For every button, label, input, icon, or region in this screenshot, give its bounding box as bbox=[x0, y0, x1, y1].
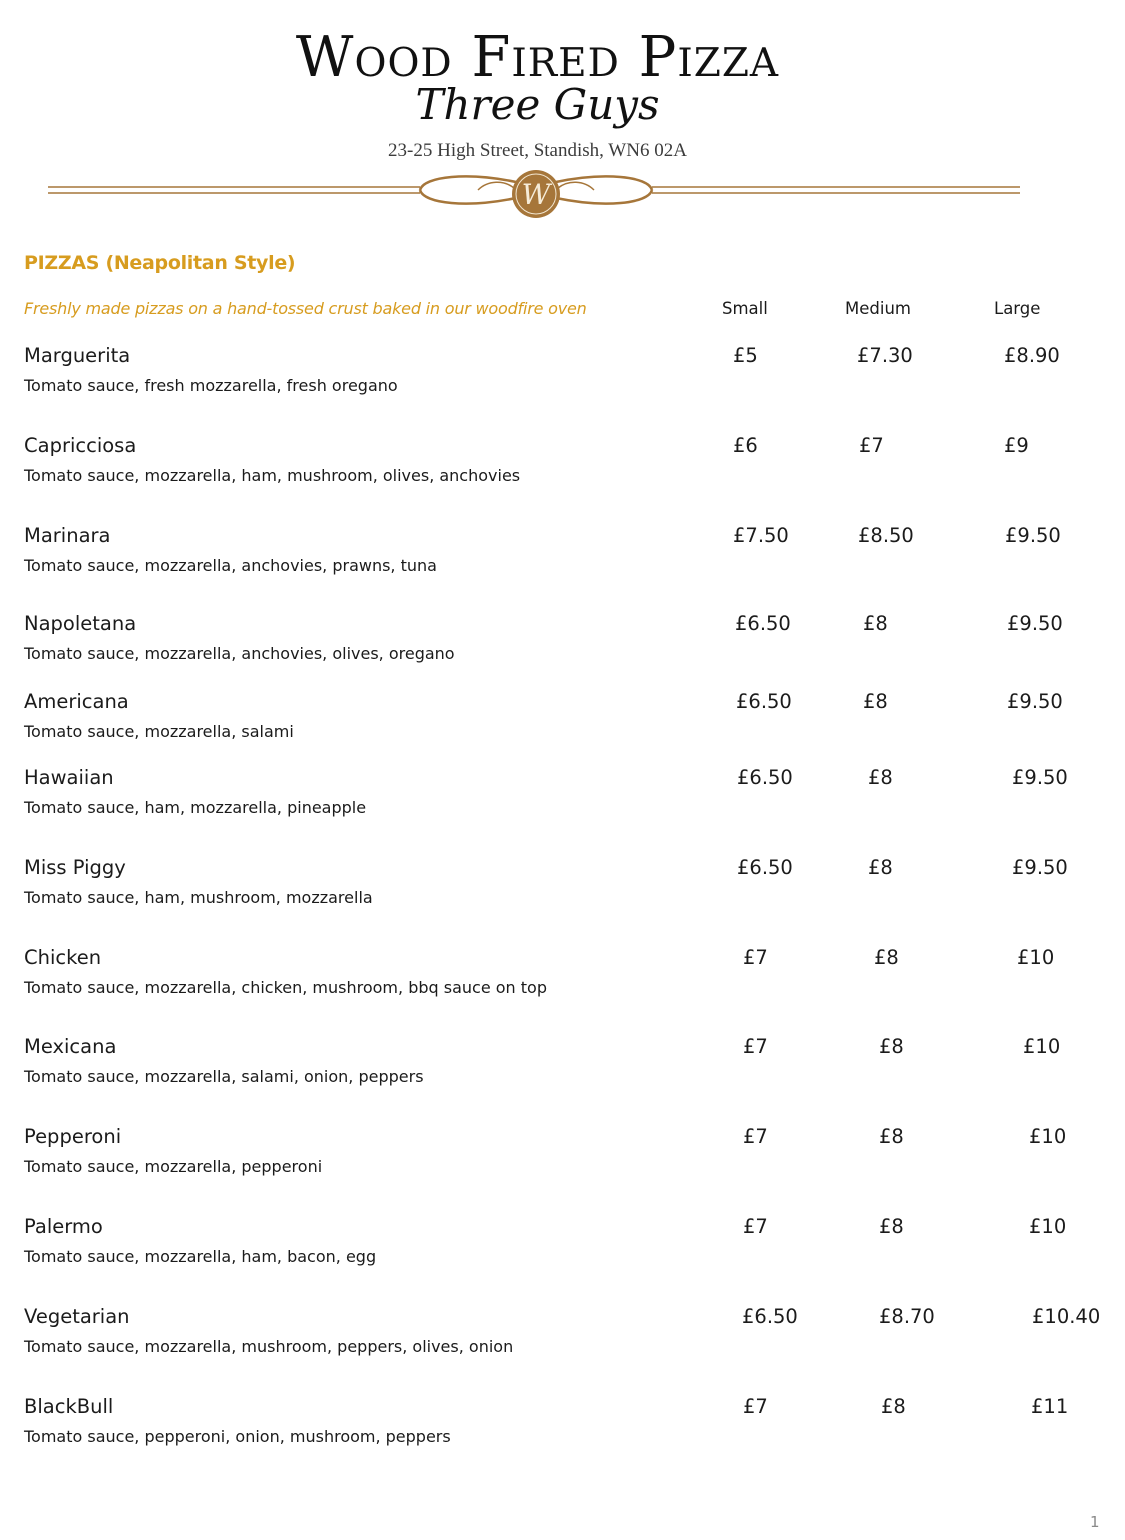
menu-item bbox=[0, 1395, 1125, 1455]
price-medium: £8 bbox=[863, 612, 888, 635]
item-name: Vegetarian bbox=[24, 1305, 130, 1328]
price-large: £10.40 bbox=[1032, 1305, 1101, 1328]
price-large: £9 bbox=[1004, 434, 1029, 457]
item-description: Tomato sauce, mozzarella, pepperoni bbox=[24, 1157, 323, 1176]
section-title: PIZZAS (Neapolitan Style) bbox=[24, 252, 296, 274]
price-medium: £7.30 bbox=[857, 344, 913, 367]
menu-item bbox=[0, 344, 1125, 404]
price-large: £9.50 bbox=[1005, 524, 1061, 547]
ornamental-divider bbox=[48, 168, 1024, 224]
item-name: Pepperoni bbox=[24, 1125, 122, 1148]
price-large: £8.90 bbox=[1004, 344, 1060, 367]
item-name: Palermo bbox=[24, 1215, 103, 1238]
item-description: Tomato sauce, mozzarella, salami, onion, peppers bbox=[24, 1067, 424, 1086]
price-small: £6.50 bbox=[737, 766, 793, 789]
menu-item bbox=[0, 434, 1125, 494]
item-name: Marguerita bbox=[24, 344, 131, 367]
price-small: £6.50 bbox=[735, 612, 791, 635]
price-medium: £8.70 bbox=[879, 1305, 935, 1328]
price-small: £7 bbox=[743, 1395, 768, 1418]
price-small: £7 bbox=[743, 1035, 768, 1058]
restaurant-title: Wood Fired Pizza bbox=[295, 25, 780, 90]
price-small: £7 bbox=[743, 946, 768, 969]
price-medium: £8.50 bbox=[858, 524, 914, 547]
price-medium: £8 bbox=[874, 946, 899, 969]
item-description: Tomato sauce, fresh mozzarella, fresh oregano bbox=[24, 376, 398, 395]
item-description: Tomato sauce, mozzarella, salami bbox=[24, 722, 294, 741]
emblem-letter: W bbox=[521, 178, 551, 211]
size-header-medium: Medium bbox=[845, 299, 911, 318]
price-medium: £8 bbox=[879, 1125, 904, 1148]
price-small: £6.50 bbox=[737, 856, 793, 879]
price-large: £10 bbox=[1029, 1215, 1067, 1238]
price-large: £10 bbox=[1029, 1125, 1067, 1148]
price-large: £10 bbox=[1017, 946, 1055, 969]
price-medium: £7 bbox=[859, 434, 884, 457]
price-small: £6 bbox=[733, 434, 758, 457]
price-small: £7.50 bbox=[733, 524, 789, 547]
item-name: Marinara bbox=[24, 524, 111, 547]
item-description: Tomato sauce, mozzarella, anchovies, olives, oregano bbox=[24, 644, 455, 663]
price-medium: £8 bbox=[863, 690, 888, 713]
price-medium: £8 bbox=[868, 856, 893, 879]
page-number: 1 bbox=[1090, 1513, 1100, 1531]
price-large: £11 bbox=[1031, 1395, 1069, 1418]
price-small: £5 bbox=[733, 344, 758, 367]
price-small: £7 bbox=[743, 1125, 768, 1148]
item-description: Tomato sauce, mozzarella, anchovies, prawns, tuna bbox=[24, 556, 437, 575]
item-description: Tomato sauce, mozzarella, chicken, mushroom, bbq sauce on top bbox=[24, 978, 547, 997]
price-small: £6.50 bbox=[736, 690, 792, 713]
restaurant-address: 23-25 High Street, Standish, WN6 02A bbox=[388, 140, 687, 161]
item-name: Napoletana bbox=[24, 612, 137, 635]
menu-item bbox=[0, 1035, 1125, 1095]
menu-item bbox=[0, 1215, 1125, 1275]
menu-item bbox=[0, 856, 1125, 916]
item-name: BlackBull bbox=[24, 1395, 114, 1418]
item-name: Mexicana bbox=[24, 1035, 117, 1058]
item-description: Tomato sauce, ham, mozzarella, pineapple bbox=[24, 798, 367, 817]
item-description: Tomato sauce, mozzarella, ham, bacon, egg bbox=[24, 1247, 377, 1266]
menu-item bbox=[0, 1125, 1125, 1185]
item-name: Hawaiian bbox=[24, 766, 114, 789]
price-large: £9.50 bbox=[1012, 766, 1068, 789]
item-description: Tomato sauce, mozzarella, mushroom, peppers, olives, onion bbox=[24, 1337, 514, 1356]
emblem-w-icon bbox=[512, 170, 560, 218]
price-small: £7 bbox=[743, 1215, 768, 1238]
price-medium: £8 bbox=[881, 1395, 906, 1418]
item-name: Americana bbox=[24, 690, 129, 713]
size-header-small: Small bbox=[722, 299, 768, 318]
restaurant-subtitle: Three Guys bbox=[415, 80, 660, 129]
price-large: £9.50 bbox=[1012, 856, 1068, 879]
item-description: Tomato sauce, mozzarella, ham, mushroom, olives, anchovies bbox=[24, 466, 521, 485]
price-medium: £8 bbox=[879, 1215, 904, 1238]
size-header-large: Large bbox=[994, 299, 1041, 318]
item-description: Tomato sauce, ham, mushroom, mozzarella bbox=[24, 888, 373, 907]
item-description: Tomato sauce, pepperoni, onion, mushroom, peppers bbox=[24, 1427, 451, 1446]
price-large: £9.50 bbox=[1007, 690, 1063, 713]
price-large: £10 bbox=[1023, 1035, 1061, 1058]
price-medium: £8 bbox=[879, 1035, 904, 1058]
price-medium: £8 bbox=[868, 766, 893, 789]
price-large: £9.50 bbox=[1007, 612, 1063, 635]
menu-item bbox=[0, 946, 1125, 1006]
menu-item bbox=[0, 766, 1125, 826]
item-name: Miss Piggy bbox=[24, 856, 126, 879]
item-name: Chicken bbox=[24, 946, 102, 969]
price-small: £6.50 bbox=[742, 1305, 798, 1328]
menu-item bbox=[0, 1305, 1125, 1365]
menu-item bbox=[0, 612, 1125, 672]
item-name: Capricciosa bbox=[24, 434, 137, 457]
menu-item bbox=[0, 690, 1125, 750]
menu-item bbox=[0, 524, 1125, 584]
section-tagline: Freshly made pizzas on a hand-tossed crust baked in our woodfire oven bbox=[24, 299, 587, 318]
